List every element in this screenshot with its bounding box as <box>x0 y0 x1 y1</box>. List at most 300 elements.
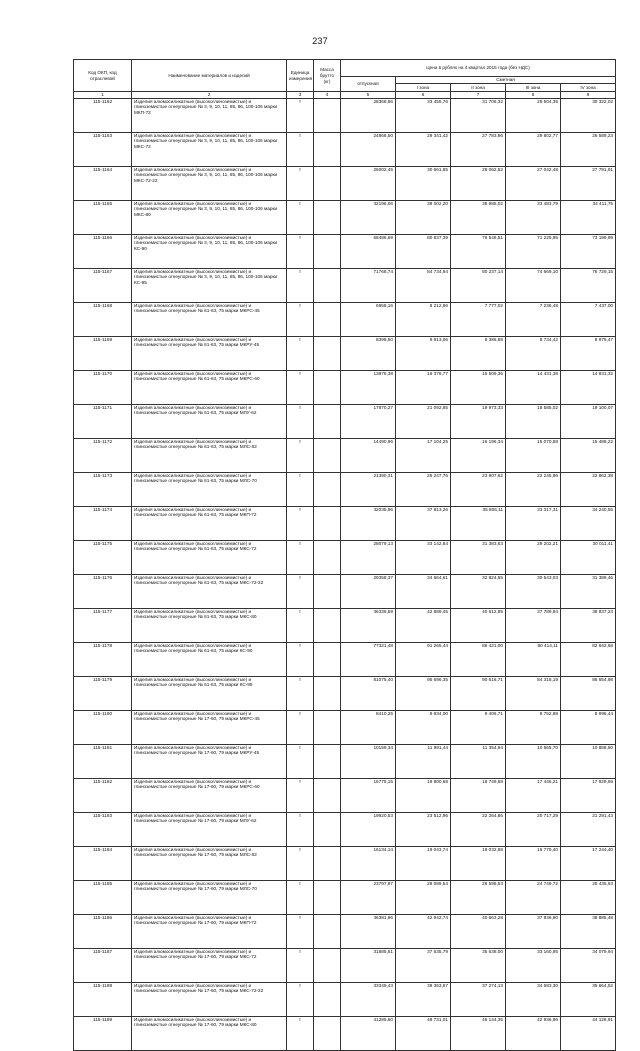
row-zone-1-price: 38 002,20 <box>396 201 451 235</box>
row-zone-3-price: 8 734,42 <box>506 337 561 371</box>
row-mass <box>314 609 341 643</box>
row-zone-1-price: 8 212,96 <box>396 303 451 337</box>
row-zone-2-price: 35 806,11 <box>451 507 506 541</box>
table-row <box>74 983 616 1017</box>
row-unit: т <box>287 337 314 371</box>
row-unit: т <box>287 303 314 337</box>
row-mass <box>314 405 341 439</box>
row-zone-4-price: 34 411,75 <box>561 201 616 235</box>
row-name: Изделия алюмосиликатные (высокоглиноземистые) и глиноземистые огнеупорные № 61-63, 75 марки МКС-72-22 <box>132 575 287 609</box>
row-zone-4-price: 7 437,00 <box>561 303 616 337</box>
row-code: 115-1179 <box>74 677 132 711</box>
row-code: 115-1166 <box>74 235 132 269</box>
row-name: Изделия алюмосиликатные (высокоглиноземистые) и глиноземистые огнеупорные № 61-63, 75 марки МЛС-62 <box>132 439 287 473</box>
row-name: Изделия алюмосиликатные (высокоглиноземистые) и глиноземистые огнеупорные № 61-63, 75 марки КС-95 <box>132 677 287 711</box>
row-zone-3-price: 24 749,72 <box>506 881 561 915</box>
row-code: 115-1164 <box>74 167 132 201</box>
table-header <box>74 60 616 99</box>
row-zone-4-price: 30 322,02 <box>561 99 616 133</box>
row-mass <box>314 235 341 269</box>
row-zone-1-price: 84 734,94 <box>396 269 451 303</box>
row-name: Изделия алюмосиликатные (высокоглиноземистые) и глиноземистые огнеупорные № 17-60, 79 марки МЛУ-62 <box>132 813 287 847</box>
row-release-price: 24868,50 <box>341 133 396 167</box>
row-unit: т <box>287 779 314 813</box>
row-mass <box>314 541 341 575</box>
row-mass <box>314 847 341 881</box>
header-name: Наименование материалов и изделий <box>132 60 287 92</box>
row-code: 115-1185 <box>74 881 132 915</box>
row-zone-3-price: 20 717,29 <box>506 813 561 847</box>
row-mass <box>314 745 341 779</box>
row-code: 115-1162 <box>74 99 132 133</box>
row-zone-1-price: 25 247,76 <box>396 473 451 507</box>
row-name: Изделия алюмосиликатные (высокоглиноземистые) и глиноземистые огнеупорные № 3, 9, 10, 11, 85, 86, 100-106 марки КС-95 <box>132 269 287 303</box>
row-code: 115-1175 <box>74 541 132 575</box>
row-mass <box>314 881 341 915</box>
row-zone-1-price: 37 635,79 <box>396 949 451 983</box>
page-number: 237 <box>312 36 328 46</box>
row-zone-4-price: 17 929,69 <box>561 779 616 813</box>
row-zone-2-price: 9 406,71 <box>451 711 506 745</box>
col-number: 2 <box>132 92 287 99</box>
row-zone-2-price: 86 421,00 <box>451 643 506 677</box>
table-row <box>74 609 616 643</box>
row-unit: т <box>287 371 314 405</box>
row-release-price: 21390,31 <box>341 473 396 507</box>
row-zone-1-price: 48 731,01 <box>396 1017 451 1051</box>
row-zone-3-price: 7 236,48 <box>506 303 561 337</box>
row-release-price: 71768,74 <box>341 269 396 303</box>
row-zone-2-price: 11 354,94 <box>451 745 506 779</box>
header-zone-2: II зона <box>451 84 506 92</box>
row-unit: т <box>287 983 314 1017</box>
row-unit: т <box>287 711 314 745</box>
row-name: Изделия алюмосиликатные (высокоглиноземистые) и глиноземистые огнеупорные № 17-60, 79 марки МКС-72 <box>132 949 287 983</box>
table-row <box>74 1017 616 1051</box>
row-zone-2-price: 27 783,96 <box>451 133 506 167</box>
row-mass <box>314 779 341 813</box>
row-name: Изделия алюмосиликатные (высокоглиноземистые) и глиноземистые огнеупорные № 3, 9, 10, 11, 85, 86, 100-106 марки МКП-72 <box>132 99 287 133</box>
row-zone-2-price: 31 706,32 <box>451 99 506 133</box>
row-release-price: 29358,37 <box>341 575 396 609</box>
row-name: Изделия алюмосиликатные (высокоглиноземистые) и глиноземистые огнеупорные № 61-63, 75 марки МКС-72 <box>132 541 287 575</box>
row-release-price: 32196,06 <box>341 201 396 235</box>
row-name: Изделия алюмосиликатные (высокоглиноземистые) и глиноземистые огнеупорные № 61-63, 75 марки МКРС-60 <box>132 371 287 405</box>
row-zone-4-price: 10 858,50 <box>561 745 616 779</box>
table-row <box>74 439 616 473</box>
table-row <box>74 167 616 201</box>
table-row <box>74 881 616 915</box>
row-zone-2-price: 16 196,34 <box>451 439 506 473</box>
row-zone-1-price: 91 265,44 <box>396 643 451 677</box>
row-release-price: 6958,16 <box>341 303 396 337</box>
row-zone-4-price: 38 885,48 <box>561 915 616 949</box>
row-release-price: 81075,40 <box>341 677 396 711</box>
table-row <box>74 507 616 541</box>
row-zone-4-price: 44 126,91 <box>561 1017 616 1051</box>
row-zone-4-price: 14 831,32 <box>561 371 616 405</box>
row-code: 115-1167 <box>74 269 132 303</box>
row-zone-1-price: 29 341,42 <box>396 133 451 167</box>
row-zone-4-price: 19 100,07 <box>561 405 616 439</box>
table-row <box>74 847 616 881</box>
row-mass <box>314 677 341 711</box>
row-code: 115-1172 <box>74 439 132 473</box>
row-zone-1-price: 9 913,06 <box>396 337 451 371</box>
row-zone-4-price: 30 011,41 <box>561 541 616 575</box>
row-release-price: 28079,13 <box>341 541 396 575</box>
row-zone-3-price: 33 483,79 <box>506 201 561 235</box>
row-zone-2-price: 31 383,63 <box>451 541 506 575</box>
row-zone-3-price: 16 779,40 <box>506 847 561 881</box>
col-number: 5 <box>341 92 396 99</box>
row-name: Изделия алюмосиликатные (высокоглиноземистые) и глиноземистые огнеупорные № 61-63, 75 марки МКС-80 <box>132 609 287 643</box>
row-zone-4-price: 22 862,38 <box>561 473 616 507</box>
table-row <box>74 915 616 949</box>
row-code: 115-1183 <box>74 813 132 847</box>
row-release-price: 33349,43 <box>341 983 396 1017</box>
table-row <box>74 779 616 813</box>
row-mass <box>314 1017 341 1051</box>
row-release-price: 17870,27 <box>341 405 396 439</box>
row-zone-3-price: 17 446,21 <box>506 779 561 813</box>
col-number: 7 <box>451 92 506 99</box>
row-mass <box>314 269 341 303</box>
col-number: 9 <box>561 92 616 99</box>
row-zone-3-price: 14 431,38 <box>506 371 561 405</box>
row-zone-1-price: 95 696,35 <box>396 677 451 711</box>
row-zone-4-price: 76 729,15 <box>561 269 616 303</box>
row-zone-1-price: 19 800,68 <box>396 779 451 813</box>
row-code: 115-1184 <box>74 847 132 881</box>
row-zone-3-price: 15 070,58 <box>506 439 561 473</box>
row-zone-2-price: 35 985,02 <box>451 201 506 235</box>
row-unit: т <box>287 1017 314 1051</box>
table-row <box>74 813 616 847</box>
table-row <box>74 235 616 269</box>
table-row <box>74 133 616 167</box>
row-mass <box>314 507 341 541</box>
row-mass <box>314 167 341 201</box>
row-name: Изделия алюмосиликатные (высокоглиноземистые) и глиноземистые огнеупорные № 61-63, 75 марки КС-90 <box>132 643 287 677</box>
row-unit: т <box>287 609 314 643</box>
row-release-price: 77321,48 <box>341 643 396 677</box>
row-mass <box>314 439 341 473</box>
row-unit: т <box>287 915 314 949</box>
header-code: Код ОКП, код отраслевой <box>74 60 132 92</box>
row-zone-1-price: 33 142,64 <box>396 541 451 575</box>
row-code: 115-1168 <box>74 303 132 337</box>
row-name: Изделия алюмосиликатные (высокоглиноземистые) и глиноземистые огнеупорные № 61-63, 75 марки МЛУ-62 <box>132 405 287 439</box>
row-zone-2-price: 40 663,28 <box>451 915 506 949</box>
row-unit: т <box>287 439 314 473</box>
row-zone-1-price: 21 092,85 <box>396 405 451 439</box>
row-code: 115-1178 <box>74 643 132 677</box>
row-name: Изделия алюмосиликатные (высокоглиноземистые) и глиноземистые огнеупорные № 17-60, 79 марки МКС-80 <box>132 1017 287 1051</box>
row-zone-3-price: 10 565,70 <box>506 745 561 779</box>
row-name: Изделия алюмосиликатные (высокоглиноземистые) и глиноземистые огнеупорные № 17-60, 79 марки МКП-72 <box>132 915 287 949</box>
row-mass <box>314 813 341 847</box>
row-zone-4-price: 38 837,23 <box>561 609 616 643</box>
header-estimate: Сметная <box>396 77 616 84</box>
row-unit: т <box>287 99 314 133</box>
row-zone-2-price: 22 264,86 <box>451 813 506 847</box>
row-zone-3-price: 33 317,31 <box>506 507 561 541</box>
row-mass <box>314 983 341 1017</box>
row-name: Изделия алюмосиликатные (высокоглиноземистые) и глиноземистые огнеупорные № 61-63, 75 марки МКРС-45 <box>132 303 287 337</box>
row-zone-2-price: 26 598,53 <box>451 881 506 915</box>
row-mass <box>314 337 341 371</box>
row-release-price: 8398,50 <box>341 337 396 371</box>
row-release-price: 10159,34 <box>341 745 396 779</box>
row-zone-3-price: 29 202,21 <box>506 541 561 575</box>
row-zone-2-price: 90 616,71 <box>451 677 506 711</box>
row-unit: т <box>287 575 314 609</box>
table-row <box>74 745 616 779</box>
row-name: Изделия алюмосиликатные (высокоглиноземистые) и глиноземистые огнеупорные № 3, 9, 10, 11, 85, 86, 100-106 марки МКС-80 <box>132 201 287 235</box>
row-zone-3-price: 37 836,90 <box>506 915 561 949</box>
row-unit: т <box>287 133 314 167</box>
row-zone-3-price: 37 789,94 <box>506 609 561 643</box>
row-zone-4-price: 86 654,98 <box>561 677 616 711</box>
col-number: 6 <box>396 92 451 99</box>
header-release: отпускная <box>341 77 396 92</box>
row-zone-1-price: 9 934,00 <box>396 711 451 745</box>
price-table <box>73 59 616 1051</box>
row-name: Изделия алюмосиликатные (высокоглиноземистые) и глиноземистые огнеупорные № 17-60, 79 марки МКРУ-45 <box>132 745 287 779</box>
row-name: Изделия алюмосиликатные (высокоглиноземистые) и глиноземистые огнеупорные № 17-60, 79 марки МКРС-60 <box>132 779 287 813</box>
row-zone-3-price: 74 669,10 <box>506 269 561 303</box>
row-release-price: 19920,53 <box>341 813 396 847</box>
row-unit: т <box>287 269 314 303</box>
row-release-price: 13876,38 <box>341 371 396 405</box>
table-row <box>74 949 616 983</box>
row-unit: т <box>287 473 314 507</box>
row-mass <box>314 371 341 405</box>
row-zone-2-price: 29 062,52 <box>451 167 506 201</box>
row-code: 115-1170 <box>74 371 132 405</box>
row-name: Изделия алюмосиликатные (высокоглиноземистые) и глиноземистые огнеупорные № 3, 9, 10, 11, 85, 86, 100-106 марки КС-90 <box>132 235 287 269</box>
table-row <box>74 99 616 133</box>
col-number: 4 <box>314 92 341 99</box>
row-release-price: 41285,60 <box>341 1017 396 1051</box>
row-zone-4-price: 73 199,89 <box>561 235 616 269</box>
row-release-price: 16134,14 <box>341 847 396 881</box>
row-zone-2-price: 9 386,88 <box>451 337 506 371</box>
row-zone-2-price: 37 274,13 <box>451 983 506 1017</box>
row-zone-4-price: 27 791,91 <box>561 167 616 201</box>
header-zone-1: I зона <box>396 84 451 92</box>
row-zone-4-price: 8 995,44 <box>561 711 616 745</box>
row-unit: т <box>287 201 314 235</box>
row-unit: т <box>287 507 314 541</box>
row-zone-3-price: 8 752,88 <box>506 711 561 745</box>
row-zone-4-price: 31 389,46 <box>561 575 616 609</box>
row-zone-4-price: 21 291,43 <box>561 813 616 847</box>
row-mass <box>314 575 341 609</box>
table-row <box>74 711 616 745</box>
row-name: Изделия алюмосиликатные (высокоглиноземистые) и глиноземистые огнеупорные № 61-63, 75 марки МЛС-70 <box>132 473 287 507</box>
row-zone-3-price: 33 160,95 <box>506 949 561 983</box>
row-release-price: 36381,96 <box>341 915 396 949</box>
row-release-price: 14490,96 <box>341 439 396 473</box>
row-code: 115-1169 <box>74 337 132 371</box>
row-unit: т <box>287 405 314 439</box>
row-zone-3-price: 42 936,96 <box>506 1017 561 1051</box>
row-mass <box>314 133 341 167</box>
row-zone-4-price: 15 488,22 <box>561 439 616 473</box>
row-mass <box>314 303 341 337</box>
row-zone-1-price: 33 455,76 <box>396 99 451 133</box>
row-zone-3-price: 80 414,11 <box>506 643 561 677</box>
row-zone-2-price: 18 032,88 <box>451 847 506 881</box>
row-code: 115-1187 <box>74 949 132 983</box>
row-zone-4-price: 34 240,55 <box>561 507 616 541</box>
row-zone-1-price: 11 991,44 <box>396 745 451 779</box>
row-code: 115-1189 <box>74 1017 132 1051</box>
table-row <box>74 405 616 439</box>
row-zone-1-price: 19 043,74 <box>396 847 451 881</box>
col-number: 3 <box>287 92 314 99</box>
row-zone-4-price: 35 664,52 <box>561 983 616 1017</box>
row-zone-3-price: 84 318,19 <box>506 677 561 711</box>
row-mass <box>314 99 341 133</box>
row-unit: т <box>287 643 314 677</box>
table-row <box>74 541 616 575</box>
row-name: Изделия алюмосиликатные (высокоглиноземистые) и глиноземистые огнеупорные № 61-63, 75 марки МКРУ-45 <box>132 337 287 371</box>
row-release-price: 16775,15 <box>341 779 396 813</box>
row-zone-3-price: 27 042,48 <box>506 167 561 201</box>
row-zone-1-price: 28 089,54 <box>396 881 451 915</box>
row-zone-3-price: 22 245,96 <box>506 473 561 507</box>
row-zone-1-price: 42 942,74 <box>396 915 451 949</box>
row-unit: т <box>287 235 314 269</box>
row-zone-1-price: 37 813,26 <box>396 507 451 541</box>
table-row <box>74 371 616 405</box>
row-zone-3-price: 29 504,35 <box>506 99 561 133</box>
col-number: 1 <box>74 92 132 99</box>
row-zone-2-price: 15 509,36 <box>451 371 506 405</box>
row-code: 115-1171 <box>74 405 132 439</box>
row-zone-4-price: 34 079,94 <box>561 949 616 983</box>
header-price-title: Цена в рублях на 4 квартал 2015 года (без НДС) <box>341 60 616 77</box>
row-mass <box>314 915 341 949</box>
header-zone-3: III зона <box>506 84 561 92</box>
header-mass: Масса брутто (кг) <box>314 60 341 92</box>
row-code: 115-1181 <box>74 745 132 779</box>
row-unit: т <box>287 677 314 711</box>
table-row <box>74 337 616 371</box>
row-code: 115-1176 <box>74 575 132 609</box>
row-zone-4-price: 82 642,68 <box>561 643 616 677</box>
table-row <box>74 575 616 609</box>
row-name: Изделия алюмосиликатные (высокоглиноземистые) и глиноземистые огнеупорные № 3, 9, 10, 11, 85, 86, 100-106 марки МКС-72 <box>132 133 287 167</box>
row-release-price: 26002,45 <box>341 167 396 201</box>
row-zone-1-price: 80 837,39 <box>396 235 451 269</box>
row-zone-2-price: 7 777,02 <box>451 303 506 337</box>
row-unit: т <box>287 949 314 983</box>
header-zone-4: IV зона <box>561 84 616 92</box>
row-zone-3-price: 29 802,77 <box>506 133 561 167</box>
row-mass <box>314 949 341 983</box>
row-zone-2-price: 19 973,33 <box>451 405 506 439</box>
row-code: 115-1188 <box>74 983 132 1017</box>
table-body <box>74 99 616 1051</box>
col-number: 8 <box>506 92 561 99</box>
table-row <box>74 643 616 677</box>
table-row <box>74 677 616 711</box>
row-mass <box>314 201 341 235</box>
row-unit: т <box>287 813 314 847</box>
row-code: 115-1186 <box>74 915 132 949</box>
row-zone-4-price: 17 244,40 <box>561 847 616 881</box>
row-code: 115-1182 <box>74 779 132 813</box>
row-release-price: 68486,69 <box>341 235 396 269</box>
row-zone-3-price: 34 683,30 <box>506 983 561 1017</box>
row-unit: т <box>287 167 314 201</box>
row-zone-3-price: 71 225,95 <box>506 235 561 269</box>
row-release-price: 31885,61 <box>341 949 396 983</box>
row-code: 115-1180 <box>74 711 132 745</box>
row-zone-1-price: 16 378,77 <box>396 371 451 405</box>
row-zone-2-price: 80 237,14 <box>451 269 506 303</box>
row-zone-2-price: 76 546,51 <box>451 235 506 269</box>
row-name: Изделия алюмосиликатные (высокоглиноземистые) и глиноземистые огнеупорные № 17-60, 79 марки МЛС-62 <box>132 847 287 881</box>
row-release-price: 36336,59 <box>341 609 396 643</box>
row-zone-1-price: 23 512,96 <box>396 813 451 847</box>
row-name: Изделия алюмосиликатные (высокоглиноземистые) и глиноземистые огнеупорные № 17-60, 79 марки МЛС-70 <box>132 881 287 915</box>
table-row <box>74 201 616 235</box>
row-release-price: 32035,96 <box>341 507 396 541</box>
row-zone-2-price: 18 749,68 <box>451 779 506 813</box>
row-zone-4-price: 26 589,23 <box>561 133 616 167</box>
row-name: Изделия алюмосиликатные (высокоглиноземистые) и глиноземистые огнеупорные № 61-63, 75 марки МКП-72 <box>132 507 287 541</box>
row-zone-2-price: 35 638,00 <box>451 949 506 983</box>
row-zone-2-price: 40 612,85 <box>451 609 506 643</box>
table-row <box>74 473 616 507</box>
row-zone-2-price: 32 824,55 <box>451 575 506 609</box>
row-mass <box>314 711 341 745</box>
header-unit: Единица измерения <box>287 60 314 92</box>
row-unit: т <box>287 847 314 881</box>
row-mass <box>314 643 341 677</box>
row-zone-2-price: 23 907,62 <box>451 473 506 507</box>
row-zone-4-price: 25 435,63 <box>561 881 616 915</box>
row-zone-4-price: 8 976,47 <box>561 337 616 371</box>
row-zone-3-price: 18 585,02 <box>506 405 561 439</box>
row-mass <box>314 473 341 507</box>
row-release-price: 28368,86 <box>341 99 396 133</box>
row-name: Изделия алюмосиликатные (высокоглиноземистые) и глиноземистые огнеупорные № 3, 9, 10, 11, 85, 86, 100-106 марки МКС-72-22 <box>132 167 287 201</box>
row-unit: т <box>287 881 314 915</box>
row-name: Изделия алюмосиликатные (высокоглиноземистые) и глиноземистые огнеупорные № 17-60, 79 марки МКРС-45 <box>132 711 287 745</box>
row-release-price: 23797,97 <box>341 881 396 915</box>
row-zone-2-price: 46 144,35 <box>451 1017 506 1051</box>
row-code: 115-1163 <box>74 133 132 167</box>
row-code: 115-1174 <box>74 507 132 541</box>
table-row <box>74 303 616 337</box>
row-zone-1-price: 42 889,45 <box>396 609 451 643</box>
row-zone-3-price: 30 543,03 <box>506 575 561 609</box>
row-code: 115-1177 <box>74 609 132 643</box>
row-unit: т <box>287 745 314 779</box>
table-row <box>74 269 616 303</box>
row-unit: т <box>287 541 314 575</box>
row-zone-1-price: 39 363,57 <box>396 983 451 1017</box>
row-zone-1-price: 30 661,85 <box>396 167 451 201</box>
row-zone-1-price: 17 104,25 <box>396 439 451 473</box>
row-zone-1-price: 34 664,61 <box>396 575 451 609</box>
